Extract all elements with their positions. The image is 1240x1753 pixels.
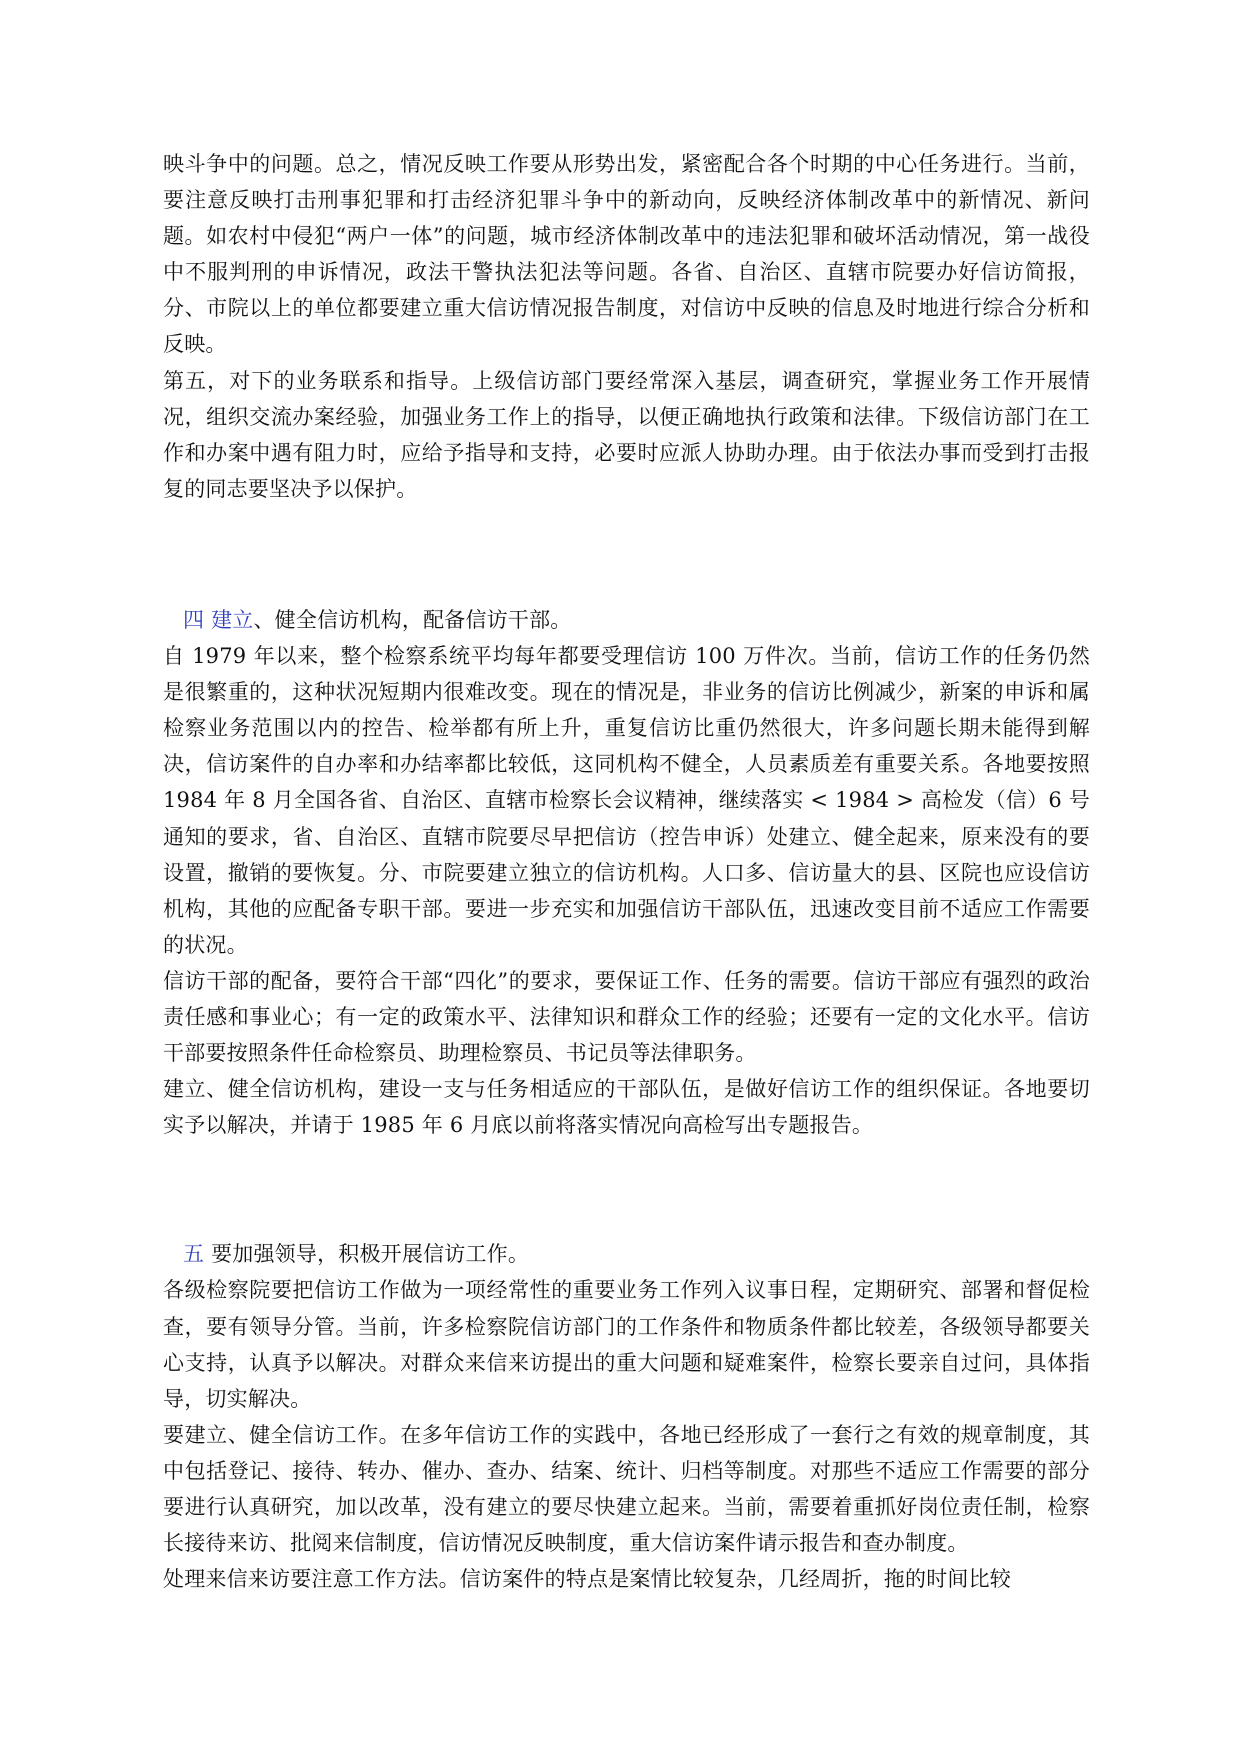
document-body xyxy=(163,146,1090,1597)
paragraph-intro-1: 映斗争中的问题。总之，情况反映工作要从形势出发，紧密配合各个时期的中心任务进行。当前，要注意反映打击刑事犯罪和打击经济犯罪斗争中的新动向，反映经济体制改革中的新情况、新问题。如农村中侵犯“两户一体”的问题，城市经济体制改革中的违法犯罪和破坏活动情况，第一战役中不服判刑的申诉情况，政法干警执法犯法等问题。各省、自治区、直辖市院要办好信访简报，分、市院以上的单位都要建立重大信访情况报告制度，对信访中反映的信息及时地进行综合分析和反映。 xyxy=(163,152,1090,357)
section-heading-four xyxy=(163,602,1090,638)
paragraph-four-1: 自 1979 年以来，整个检察系统平均每年都要受理信访 100 万件次。当前，信访工作的任务仍然是很繁重的，这种状况短期内很难改变。现在的情况是，非业务的信访比例减少，新案的申诉和属检察业务范围以内的控告、检举都有所上升，重复信访比重仍然很大，许多问题长期未能得到解决，信访案件的自办率和办结率都比较低，这同机构不健全，人员素质差有重要关系。各地要按照 1984 年 8 月全国各省、自治区、直辖市检察长会议精神，继续落实 < 1984 > 高检发（信）6 号通知的要求，省、自治区、直辖市院要尽早把信访（控告申诉）处建立、健全起来，原来没有的要设置，撤销的要恢复。分、市院要建立独立的信访机构。人口多、信访量大的县、区院也应设信访机构，其他的应配备专职干部。要进一步充实和加强信访干部队伍，迅速改变目前不适应工作需要的状况。 xyxy=(163,644,1090,957)
heading-text: 、健全信访机构，配备信访干部。 xyxy=(253,607,572,632)
section-number: 四 xyxy=(183,607,205,632)
paragraph-four-2: 信访干部的配备，要符合干部“四化”的要求，要保证工作、任务的需要。信访干部应有强烈的政治责任感和事业心；有一定的政策水平、法律知识和群众工作的经验；还要有一定的文化水平。信访干部要按照条件任命检察员、助理检察员、书记员等法律职务。 xyxy=(163,968,1090,1066)
heading-accent-text: 建立 xyxy=(204,607,254,632)
paragraph-four-3: 建立、健全信访机构，建设一支与任务相适应的干部队伍，是做好信访工作的组织保证。各地要切实予以解决，并请于 1985 年 6 月底以前将落实情况向高检写出专题报告。 xyxy=(163,1077,1090,1138)
section-spacer xyxy=(163,507,1090,602)
paragraph-five-3: 处理来信来访要注意工作方法。信访案件的特点是案情比较复杂，几经周折，拖的时间比较 xyxy=(163,1567,1011,1592)
paragraph-intro-2: 第五，对下的业务联系和指导。上级信访部门要经常深入基层，调查研究，掌握业务工作开展情况，组织交流办案经验，加强业务工作上的指导，以便正确地执行政策和法律。下级信访部门在工作和办案中遇有阻力时，应给予指导和支持，必要时应派人协助办理。由于依法办事而受到打击报复的同志要坚决予以保护。 xyxy=(163,368,1090,501)
paragraph-five-2: 要建立、健全信访工作。在多年信访工作的实践中，各地已经形成了一套行之有效的规章制度，其中包括登记、接待、转办、催办、查办、结案、统计、归档等制度。对那些不适应工作需要的部分要进行认真研究，加以改革，没有建立的要尽快建立起来。当前，需要着重抓好岗位责任制，检察长接待来访、批阅来信制度，信访情况反映制度，重大信访案件请示报告和查办制度。 xyxy=(163,1422,1090,1556)
heading-text: 要加强领导，积极开展信访工作。 xyxy=(204,1242,530,1267)
section-number: 五 xyxy=(183,1242,205,1267)
section-spacer xyxy=(163,1143,1090,1236)
paragraph-five-1: 各级检察院要把信访工作做为一项经常性的重要业务工作列入议事日程，定期研究、部署和督促检查，要有领导分管。当前，许多检察院信访部门的工作条件和物质条件都比较差，各级领导都要关心支持，认真予以解决。对群众来信来访提出的重大问题和疑难案件，检察长要亲自过问，具体指导，切实解决。 xyxy=(163,1278,1090,1411)
section-heading-five xyxy=(163,1236,1090,1272)
